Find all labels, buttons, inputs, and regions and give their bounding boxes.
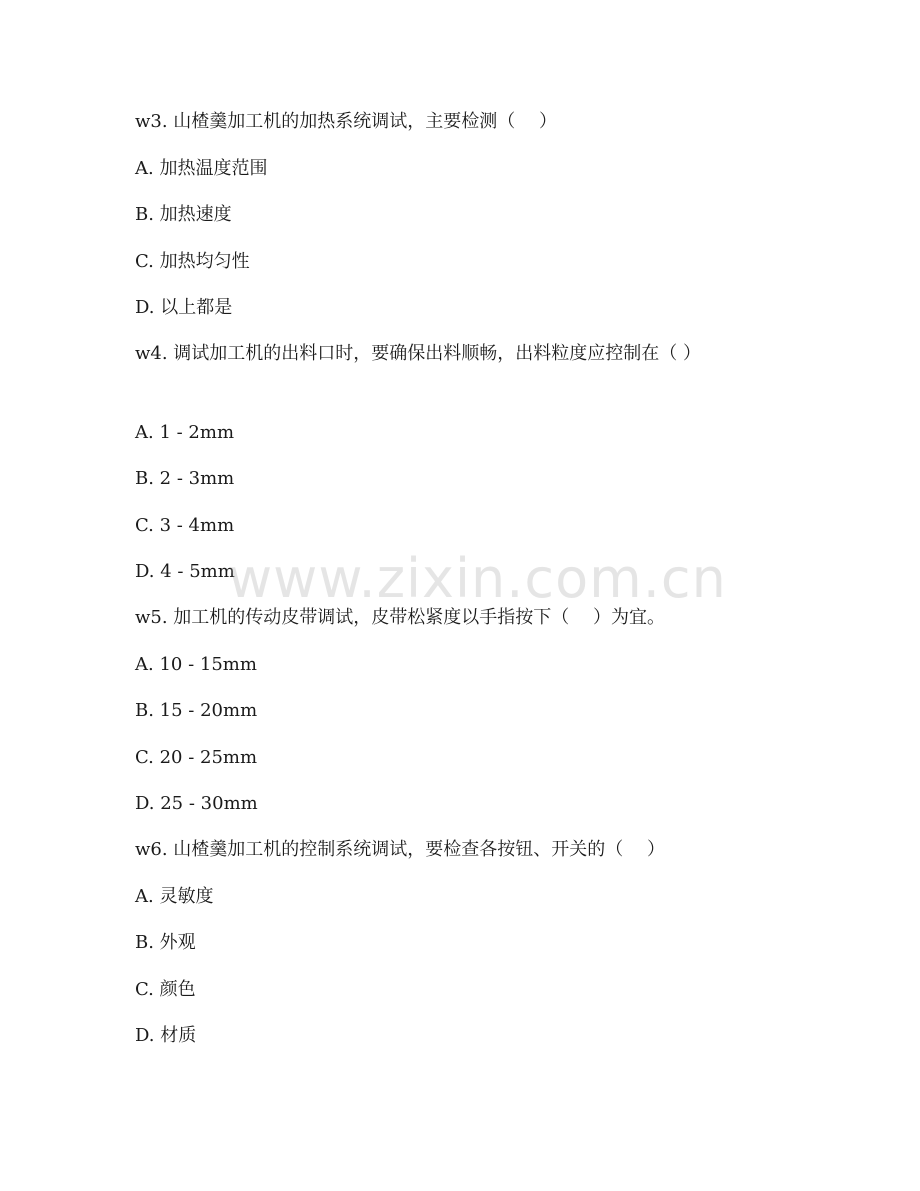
option-w5-c: C. 20 - 25mm [135, 747, 258, 768]
option-w4-d: D. 4 - 5mm [135, 561, 235, 582]
option-w3-b: B. 加热速度 [135, 204, 232, 225]
option-w5-b: B. 15 - 20mm [135, 700, 258, 721]
option-w4-b: B. 2 - 3mm [135, 468, 235, 489]
option-w3-a: A. 加热温度范围 [135, 158, 268, 179]
option-w3-d: D. 以上都是 [135, 297, 233, 318]
option-w6-b: B. 外观 [135, 932, 196, 953]
option-w4-c: C. 3 - 4mm [135, 515, 235, 536]
question-stem-w4: w4. 调试加工机的出料口时，要确保出料顺畅，出料粒度应控制在（ ） [135, 343, 702, 364]
option-w5-a: A. 10 - 15mm [135, 654, 257, 675]
option-w6-c: C. 颜色 [135, 979, 196, 1000]
question-stem-w3: w3. 山楂羹加工机的加热系统调试，主要检测（ ） [135, 111, 558, 132]
option-w6-d: D. 材质 [135, 1025, 197, 1046]
site-watermark: www.zixin.com.cn [228, 547, 727, 610]
option-w4-a: A. 1 - 2mm [135, 422, 235, 443]
option-w5-d: D. 25 - 30mm [135, 793, 258, 814]
option-w6-a: A. 灵敏度 [135, 886, 214, 907]
question-stem-w6: w6. 山楂羹加工机的控制系统调试，要检查各按钮、开关的（ ） [135, 839, 666, 860]
question-stem-w5: w5. 加工机的传动皮带调试，皮带松紧度以手指按下（ ）为宜。 [135, 607, 666, 628]
option-w3-c: C. 加热均匀性 [135, 251, 250, 272]
